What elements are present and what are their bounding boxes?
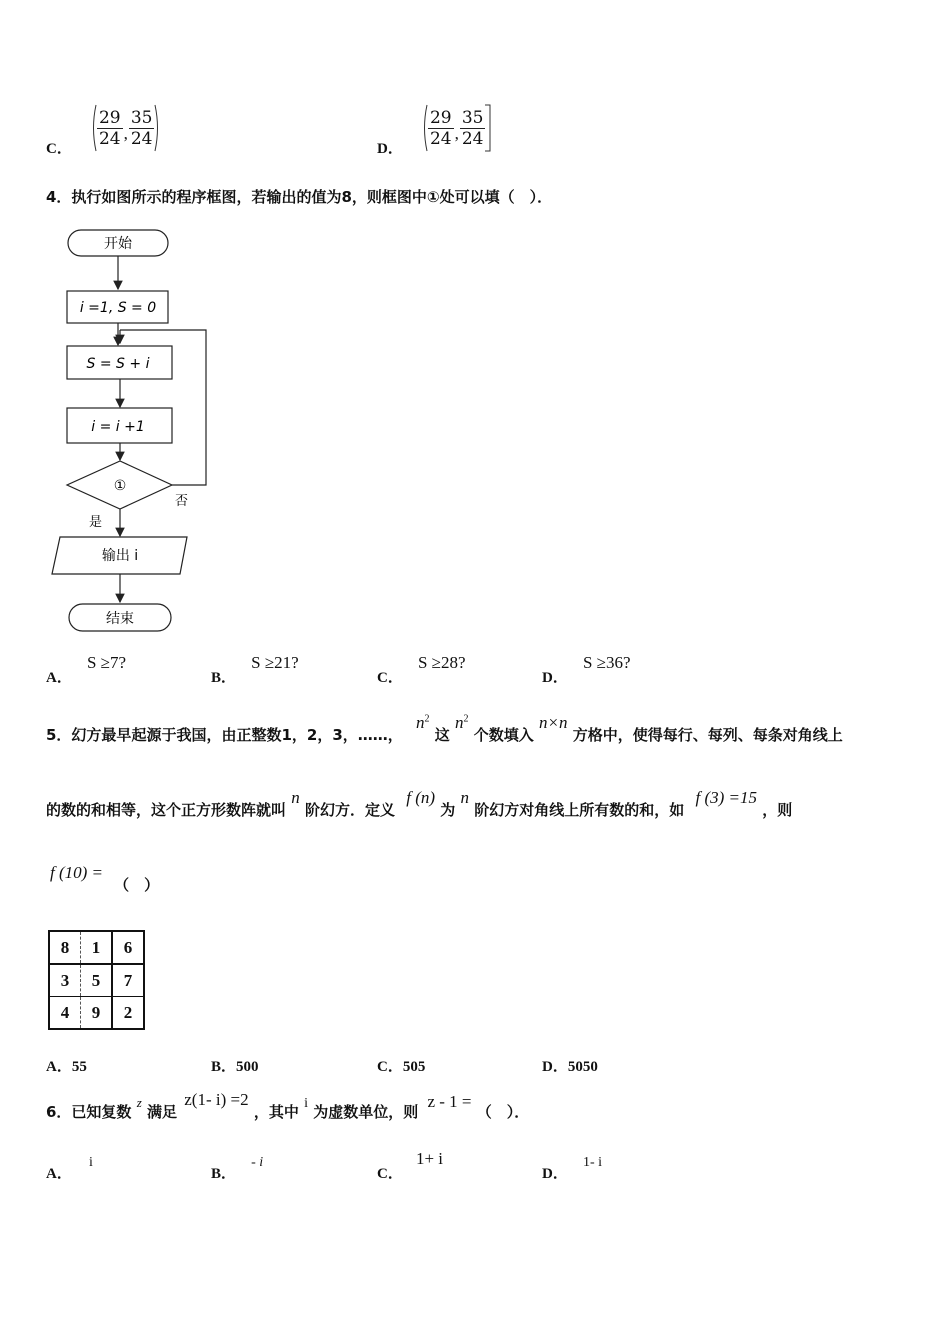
math-z-minus-1: z - 1 = [427, 1092, 472, 1111]
q5-option-b[interactable] [211, 1055, 259, 1076]
option-label: C． [377, 1059, 403, 1075]
math-n-times-n: n×n [538, 713, 568, 732]
option-text: 1- i [582, 1155, 602, 1170]
option-label: A． [46, 1059, 72, 1075]
q4-option-d[interactable] [542, 652, 631, 686]
grid-cell: 8 [49, 931, 81, 964]
math-f-n: f (n) [406, 788, 436, 807]
option-label: D． [542, 670, 568, 686]
stem-text: ，其中 [253, 1103, 299, 1121]
math-n: n [460, 788, 470, 807]
stem-text: 的数的和相等，这个正方形数阵就叫 [46, 801, 287, 819]
math-n-squared: $n^2$ [454, 713, 469, 732]
option-text: - i [251, 1155, 264, 1170]
option-label: B． [211, 1166, 237, 1182]
option-label: C． [46, 141, 72, 157]
answer-paren: （ ） [114, 876, 160, 894]
option-text: S ≥36? [582, 653, 631, 672]
fraction [460, 108, 486, 149]
grid-cell: 5 [81, 964, 113, 997]
option-text: S ≥21? [251, 653, 299, 672]
output-text: 输出 i [101, 548, 139, 564]
math-f-10: f (10) = [50, 863, 104, 882]
denominator: 24 [98, 128, 121, 149]
math-i: i [304, 1096, 308, 1111]
q4-option-c[interactable] [377, 652, 466, 686]
q6-option-a[interactable] [46, 1150, 93, 1182]
decision-text: ① [113, 478, 127, 494]
q6-option-d[interactable] [542, 1150, 602, 1182]
table-row [49, 964, 144, 997]
stem-text: 6．已知复数 [46, 1103, 132, 1121]
option-label: B． [211, 670, 237, 686]
math-n: n [291, 788, 300, 807]
math-n-squared: $n^2$ [416, 713, 430, 732]
q3-option-c[interactable] [46, 103, 160, 158]
option-text: 1+ i [415, 1149, 443, 1168]
option-label: C． [377, 1166, 403, 1182]
right-bracket-icon [485, 104, 491, 152]
option-text: S ≥28? [417, 653, 466, 672]
option-label: D． [542, 1166, 568, 1182]
table-row [49, 931, 144, 964]
grid-cell: 4 [49, 997, 81, 1030]
option-label: C． [377, 670, 403, 686]
start-text: 开始 [104, 236, 132, 252]
option-label: D． [542, 1059, 568, 1075]
option-text: 505 [402, 1059, 426, 1075]
q5-stem-line1 [46, 713, 843, 745]
stem-text: 5．幻方最早起源于我国，由正整数1，2，3，……， [46, 726, 403, 744]
q6-stem [46, 1090, 530, 1122]
option-label: B． [211, 1059, 237, 1075]
q4-option-a[interactable] [46, 652, 127, 686]
stem-text: （ ）． [476, 1103, 530, 1121]
option-label: D． [377, 141, 403, 157]
stem-text: 这 [434, 726, 450, 744]
q5-stem-line3 [50, 862, 160, 894]
grid-cell: 6 [112, 931, 144, 964]
option-label: A． [46, 670, 72, 686]
numerator: 29 [429, 107, 452, 128]
magic-square [48, 930, 145, 1030]
option-text: 55 [71, 1059, 87, 1075]
option-text: 5050 [567, 1059, 598, 1075]
q6-option-c[interactable] [377, 1148, 443, 1182]
numerator: 29 [98, 107, 121, 128]
option-text: 500 [236, 1059, 259, 1075]
grid-cell: 1 [81, 931, 113, 964]
numerator: 35 [461, 107, 484, 128]
option-text: i [88, 1155, 93, 1170]
q5-option-a[interactable] [46, 1055, 87, 1076]
right-paren-icon [154, 104, 160, 152]
stem-text: 阶幻方．定义 [304, 801, 395, 819]
end-text: 结束 [106, 611, 134, 627]
denominator: 24 [429, 128, 452, 149]
table-row [49, 997, 144, 1030]
grid-cell: 2 [123, 1002, 133, 1022]
fraction [97, 108, 123, 149]
option-text: S ≥7? [86, 653, 127, 672]
q4-stem: 4．执行如图所示的程序框图，若输出的值为8，则框图中①处可以填（ ）． [46, 188, 553, 206]
grid-cell: 3 [49, 964, 81, 997]
option-label: A． [46, 1166, 72, 1182]
stem-text: ，则 [762, 801, 793, 819]
q5-stem-line2 [46, 788, 793, 820]
increment-text: i = i +1 [91, 419, 145, 435]
fraction [428, 108, 454, 149]
fraction [129, 108, 155, 149]
q6-option-b[interactable] [211, 1150, 264, 1182]
math-z: z [136, 1095, 142, 1110]
stem-text: 方格中，使得每行、每列、每条对角线上 [572, 726, 843, 744]
stem-text: 满足 [146, 1103, 177, 1121]
q5-option-d[interactable] [542, 1055, 598, 1076]
q5-option-c[interactable] [377, 1055, 425, 1076]
math-equation: z(1- i) =2 [184, 1090, 249, 1109]
denominator: 24 [130, 128, 153, 149]
q3-option-d[interactable] [377, 103, 491, 158]
no-label: 否 [175, 494, 189, 509]
stem-text: 为虚数单位，则 [313, 1103, 419, 1121]
stem-text: 为 [440, 801, 456, 819]
q4-option-b[interactable] [211, 652, 299, 686]
yes-label: 是 [89, 515, 103, 530]
sum-text: S = S + i [86, 356, 150, 372]
numerator: 35 [130, 107, 153, 128]
stem-text: 阶幻方对角线上所有数的和，如 [474, 801, 685, 819]
interval-expression: $\frac{29}{24}$ , $\frac{35}{24}$ [91, 103, 161, 153]
grid-cell: 7 [112, 964, 144, 997]
denominator: 24 [461, 128, 484, 149]
stem-text: 个数填入 [473, 726, 534, 744]
init-text: i =1, S = 0 [79, 300, 157, 316]
interval-expression: $\frac{29}{24}$ , $\frac{35}{24}$ [422, 103, 492, 153]
grid-cell: 9 [81, 997, 113, 1030]
flowchart [46, 222, 216, 642]
math-f-3: f (3) =15 [695, 788, 758, 807]
